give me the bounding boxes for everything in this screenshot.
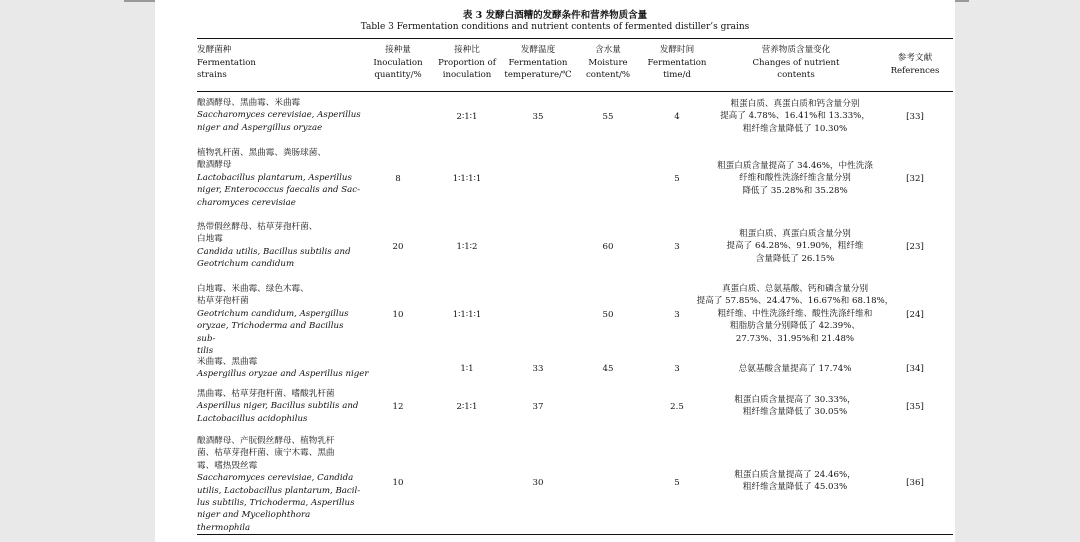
header-temperature: 发酵温度 Fermentation temperature/℃ [504, 45, 572, 80]
top-rule [197, 38, 953, 39]
document-page: 表 3 发酵白酒糟的发酵条件和营养物质含量 Table 3 Fermentation conditions and nutrient contents of fermented distiller’s grains 发酵菌种 Fermentation strains 接种量 Inoculation quantity/% 接种比 Proportion of inoculation 发酵温度 Fermentation temperature/℃ 含水量 Moisture content/% 发酵时间 Fermentation time/d 营养物质含量变化 Changes of nutrient contents 参考文献 References 酿酒酵母、黑曲霉、米曲霉 Saccharomyces cerevisiae, Asperillus niger and Aspergillus oryzae 2∶1∶1 35 55 4 粗蛋白质、真蛋白质和钙含量分别 提高了 4.78%、16.41%和 13.33%， 粗纤维含量降低了 10.30% [33] 植物乳杆菌、黑曲霉、粪肠球菌、 酿酒酵母 Lactobacillus plantarum, Asperillus niger, Enterococcus faecalis and Sac- charomyces cerevisiae 8 1∶1∶1∶1 5 粗蛋白质含量提高了 34.46%，中性洗涤 纤维和酸性洗涤纤维含量分别 降低了 35.28%和 35.28% [32] 热带假丝酵母、枯草芽孢杆菌、 白地霉 Candida utilis, Bacillus subtilis and Geotrichum candidum 20 1∶1∶2 60 3 粗蛋白质、真蛋白质含量分别 提高了 64.28%、91.90%，粗纤维 含量降低了 26.15% [23] 白地霉、米曲霉、绿色木霉、 枯草芽孢杆菌 Geotrichum candidum, Aspergillus oryzae, Trichoderma and Bacillus sub- tilis 10 1∶1∶1∶1 50 3 真蛋白质、总氨基酸、钙和磷含量分别 提高了 57.85%、24.47%、16.67%和 68.18%， 粗纤维、中性洗涤纤维、酸性洗涤纤维和 粗脂肪含量分别降低了 42.39%、 27.73%、31.95%和 21.48% [24] 米曲霉、黑曲霉 Aspergillus oryzae and Asperillus niger 1∶1 33 45 3 总氨基酸含量提高了 17.74% [34] 黑曲霉、枯草芽孢杆菌、嗜酸乳杆菌 Asperillus niger, Bacillus subtilis and Lactobacillus acidophilus 12 2∶1∶1 37 2.5 粗蛋白质含量提高了 30.33%， 粗纤维含量降低了 30.05% [35] 酿酒酵母、产朊假丝酵母、植物乳杆 菌、枯草芽孢杆菌、康宁木霉、黑曲 霉、嗜热毁丝霉 Saccharomyces cerevisiae, Candida utilis, Lactobacillus plantarum, Bacil- lus subtilis, Trichoderma, Asperillus niger and Myceliophthora thermophila 10 30 5 粗蛋白质含量提高了 24.46%， 粗纤维含量降低了 45.03% [36] [155, 0, 955, 542]
table-title-cn: 表 3 发酵白酒糟的发酵条件和营养物质含量 [462, 10, 648, 21]
scan-edge-left [124, 0, 158, 2]
header-changes: 营养物质含量变化 Changes of nutrient contents [752, 45, 840, 80]
header-strains: 发酵菌种 Fermentation strains [197, 45, 256, 80]
header-inoculation: 接种量 Inoculation quantity/% [373, 45, 423, 80]
bottom-rule [197, 534, 953, 535]
header-time: 发酵时间 Fermentation time/d [647, 45, 707, 80]
table-title-en: Table 3 Fermentation conditions and nutrient contents of fermented distiller’s grains [360, 22, 750, 32]
header-moisture: 含水量 Moisture content/% [585, 45, 631, 80]
header-proportion: 接种比 Proportion of inoculation [438, 45, 496, 80]
header-references: 参考文献 References [890, 53, 940, 76]
header-rule [197, 91, 953, 92]
